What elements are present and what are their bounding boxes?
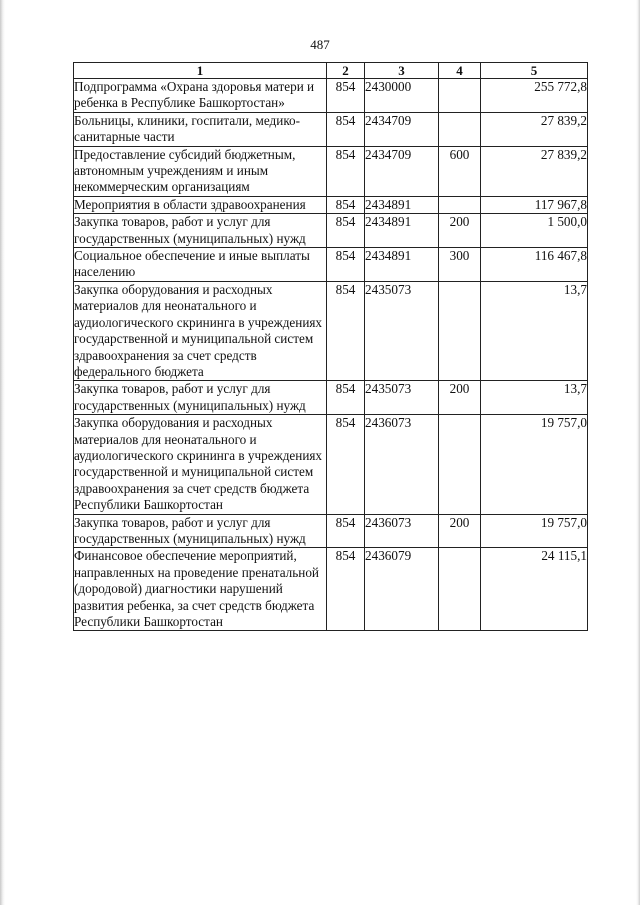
row-name: Больницы, клиники, госпитали, медико-санитарные части bbox=[74, 112, 327, 146]
row-target-article: 2436079 bbox=[365, 548, 439, 631]
table-header-row bbox=[74, 63, 588, 79]
row-target-article: 2434709 bbox=[365, 146, 439, 196]
row-name: Финансовое обеспечение мероприятий, направленных на проведение пренатальной (дородовой) диагностики нарушений развития ребенка, за счет средств бюджета Республики Башкортостан bbox=[74, 548, 327, 631]
row-name: Закупка товаров, работ и услуг для государственных (муниципальных) нужд bbox=[74, 514, 327, 548]
row-expense-type bbox=[439, 415, 481, 514]
row-department: 854 bbox=[327, 548, 365, 631]
column-header-target-article: 3 bbox=[365, 63, 439, 79]
row-name: Закупка товаров, работ и услуг для государственных (муниципальных) нужд bbox=[74, 381, 327, 415]
row-target-article: 2430000 bbox=[365, 79, 439, 113]
row-expense-type: 300 bbox=[439, 248, 481, 282]
row-name: Мероприятия в области здравоохранения bbox=[74, 196, 327, 213]
budget-table bbox=[73, 62, 588, 631]
row-expense-type bbox=[439, 548, 481, 631]
row-department: 854 bbox=[327, 381, 365, 415]
row-name: Социальное обеспечение и иные выплаты населению bbox=[74, 248, 327, 282]
row-name: Закупка оборудования и расходных материалов для неонатального и аудиологического скрининга в учреждениях государственной и муниципальной систем здравоохранения за счет средств бюджета Республики Башкортостан bbox=[74, 415, 327, 514]
row-target-article: 2436073 bbox=[365, 415, 439, 514]
row-amount: 27 839,2 bbox=[481, 112, 588, 146]
row-amount: 13,7 bbox=[481, 381, 588, 415]
row-department: 854 bbox=[327, 79, 365, 113]
row-expense-type bbox=[439, 79, 481, 113]
scan-edge-right bbox=[636, 0, 640, 905]
table-row bbox=[74, 214, 588, 248]
table-row bbox=[74, 196, 588, 213]
page-number: 487 bbox=[310, 37, 330, 52]
row-amount: 19 757,0 bbox=[481, 514, 588, 548]
row-expense-type: 200 bbox=[439, 514, 481, 548]
column-header-amount: 5 bbox=[481, 63, 588, 79]
scan-edge-left bbox=[0, 0, 5, 905]
table-row bbox=[74, 248, 588, 282]
row-target-article: 2436073 bbox=[365, 514, 439, 548]
row-expense-type: 200 bbox=[439, 214, 481, 248]
row-department: 854 bbox=[327, 112, 365, 146]
row-department: 854 bbox=[327, 196, 365, 213]
table-row bbox=[74, 146, 588, 196]
row-expense-type bbox=[439, 196, 481, 213]
table-row bbox=[74, 514, 588, 548]
row-target-article: 2435073 bbox=[365, 381, 439, 415]
row-expense-type bbox=[439, 112, 481, 146]
row-amount: 117 967,8 bbox=[481, 196, 588, 213]
row-department: 854 bbox=[327, 146, 365, 196]
table-row bbox=[74, 548, 588, 631]
row-amount: 13,7 bbox=[481, 281, 588, 380]
row-amount: 1 500,0 bbox=[481, 214, 588, 248]
column-header-name: 1 bbox=[74, 63, 327, 79]
row-target-article: 2434891 bbox=[365, 196, 439, 213]
column-header-department: 2 bbox=[327, 63, 365, 79]
row-target-article: 2434891 bbox=[365, 214, 439, 248]
row-department: 854 bbox=[327, 248, 365, 282]
row-target-article: 2435073 bbox=[365, 281, 439, 380]
row-amount: 19 757,0 bbox=[481, 415, 588, 514]
column-header-expense-type: 4 bbox=[439, 63, 481, 79]
row-amount: 255 772,8 bbox=[481, 79, 588, 113]
row-name: Закупка оборудования и расходных материалов для неонатального и аудиологического скрининга в учреждениях государственной и муниципальной систем здравоохранения за счет средств федерального бюджета bbox=[74, 281, 327, 380]
table-row bbox=[74, 281, 588, 380]
table-row bbox=[74, 381, 588, 415]
row-amount: 24 115,1 bbox=[481, 548, 588, 631]
row-amount: 27 839,2 bbox=[481, 146, 588, 196]
row-target-article: 2434891 bbox=[365, 248, 439, 282]
row-department: 854 bbox=[327, 514, 365, 548]
table-row bbox=[74, 415, 588, 514]
row-department: 854 bbox=[327, 415, 365, 514]
row-target-article: 2434709 bbox=[365, 112, 439, 146]
row-amount: 116 467,8 bbox=[481, 248, 588, 282]
row-department: 854 bbox=[327, 214, 365, 248]
table-row bbox=[74, 79, 588, 113]
row-name: Подпрограмма «Охрана здоровья матери и ребенка в Республике Башкортостан» bbox=[74, 79, 327, 113]
row-expense-type: 600 bbox=[439, 146, 481, 196]
row-expense-type: 200 bbox=[439, 381, 481, 415]
row-name: Закупка товаров, работ и услуг для государственных (муниципальных) нужд bbox=[74, 214, 327, 248]
row-name: Предоставление субсидий бюджетным, автономным учреждениям и иным некоммерческим организациям bbox=[74, 146, 327, 196]
row-department: 854 bbox=[327, 281, 365, 380]
row-expense-type bbox=[439, 281, 481, 380]
table-row bbox=[74, 112, 588, 146]
